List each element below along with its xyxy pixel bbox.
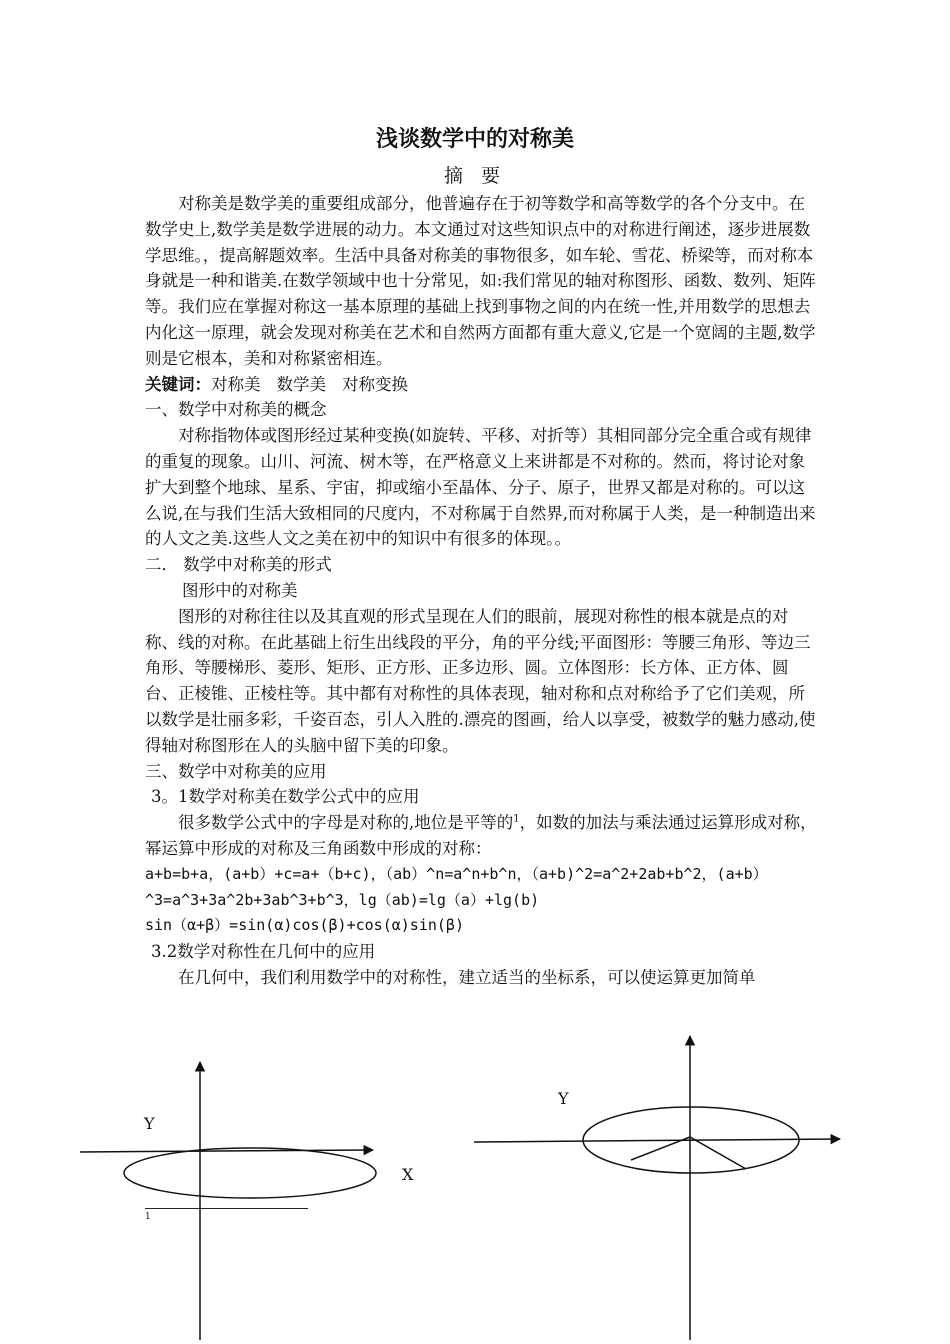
section-3-2-paragraph: 在几何中，我们利用数学中的对称性，建立适当的坐标系，可以使运算更加简单 (178, 967, 756, 987)
section-3-1-text-b: ，如数的加法与乘法通过运算形成对称，幂运算中形成的对称及三角函数中形成的对称： (145, 813, 817, 858)
footnote-number: 1 (145, 1212, 151, 1222)
keyword-item: 数学美 (276, 374, 326, 394)
formula-algebra: a+b=b+a，(a+b）+c=a+（b+c)，（ab）^n=a^n+b^n，（a+b)^2=a^2+2ab+b^2，(a+b）^3=a^3+3a^2b+3ab^3+b^3，lg（ab)=lg（a）+lg(b) (145, 864, 768, 909)
section-2-subheading: 图形中的对称美 (182, 580, 298, 600)
keyword-item: 对称美 (211, 374, 261, 394)
section-3-1-text-a: 很多数学公式中的字母是对称的,地位是平等的 (178, 813, 514, 833)
section-2-paragraph: 图形的对称往往以及其直观的形式呈现在人们的眼前，展现对称性的根本就是点的对称、线的对称。在此基础上衍生出线段的平分，角的平分线;平面图形：等腰三角形、等边三角形、等腰梯形、菱形、矩形、正方形、正多边形、圆。立体图形：长方体、正方体、圆台、正棱锥、正棱柱等。其中都有对称性的具体表现，轴对称和点对称给予了它们美观，所以数学是壮丽多彩，千姿百态，引人入胜的.漂亮的图画，给人以享受，被数学的魅力感动,使得轴对称图形在人的头脑中留下美的印象。 (145, 606, 816, 755)
section-3-2-heading: 3.2数学对称性在几何中的应用 (151, 942, 376, 962)
abstract-paragraph: 对称美是数学美的重要组成部分，他普遍存在于初等数学和高等数学的各个分支中。在数学史上,数学美是数学进展的动力。本文通过对这些知识点中的对称进行阐述，逐步进展数学思维。，提高解题效率。生活中具备对称美的事物很多，如车轮、雪花、桥梁等，而对称本身就是一种和谐美.在数学领域中也十分常见，如:我们常见的轴对称图形、函数、数列、矩阵等。我们应在掌握对称这一基本原理的基础上找到事物之间的内在统一性,并用数学的思想去内化这一原理，就会发现对称美在艺术和自然两方面都有重大意义,它是一个宽阔的主题,数学则是它根本，美和对称紧密相连。 (145, 194, 816, 368)
keywords-label: 关键词： (145, 374, 211, 394)
footnote-reference[interactable]: 1 (513, 813, 520, 825)
paper-title: 浅谈数学中的对称美 (375, 127, 574, 152)
left-x-label: X (402, 1165, 414, 1184)
keyword-item: 对称变换 (342, 374, 408, 394)
section-3-1-heading: 3。1数学对称美在数学公式中的应用 (151, 787, 420, 807)
section-3-heading: 三、数学中对称美的应用 (145, 761, 327, 781)
abstract-heading: 摘 要 (443, 165, 507, 187)
left-x-axis (80, 1150, 373, 1152)
left-y-label: Y (144, 1114, 155, 1133)
right-right-segment (690, 1137, 746, 1169)
right-x-axis (474, 1139, 840, 1142)
formula-trig: sin（α+β）=sin(α)cos(β)+cos(α)sin(β) (145, 916, 464, 935)
section-1-heading: 一、数学中对称美的概念 (145, 400, 327, 420)
section-1-paragraph: 对称指物体或图形经过某种变换(如旋转、平移、对折等）其相同部分完全重合或有规律的重复的现象。山川、河流、树木等，在严格意义上来讲都是不对称的。然而，将讨论对象扩大到整个地球、星系、宇宙，抑或缩小至晶体、分子、原子，世界又都是对称的。可以这么说,在与我们生活大致相同的尺度内，不对称属于自然界,而对称属于人类，是一种制造出来的人文之美.这些人文之美在初中的知识中有很多的体现。。 (145, 426, 816, 549)
right-y-label: Y (558, 1089, 569, 1108)
left-ellipse (124, 1148, 376, 1198)
section-2-heading: 二． 数学中对称美的形式 (145, 555, 332, 575)
footnote-divider (145, 1208, 308, 1209)
